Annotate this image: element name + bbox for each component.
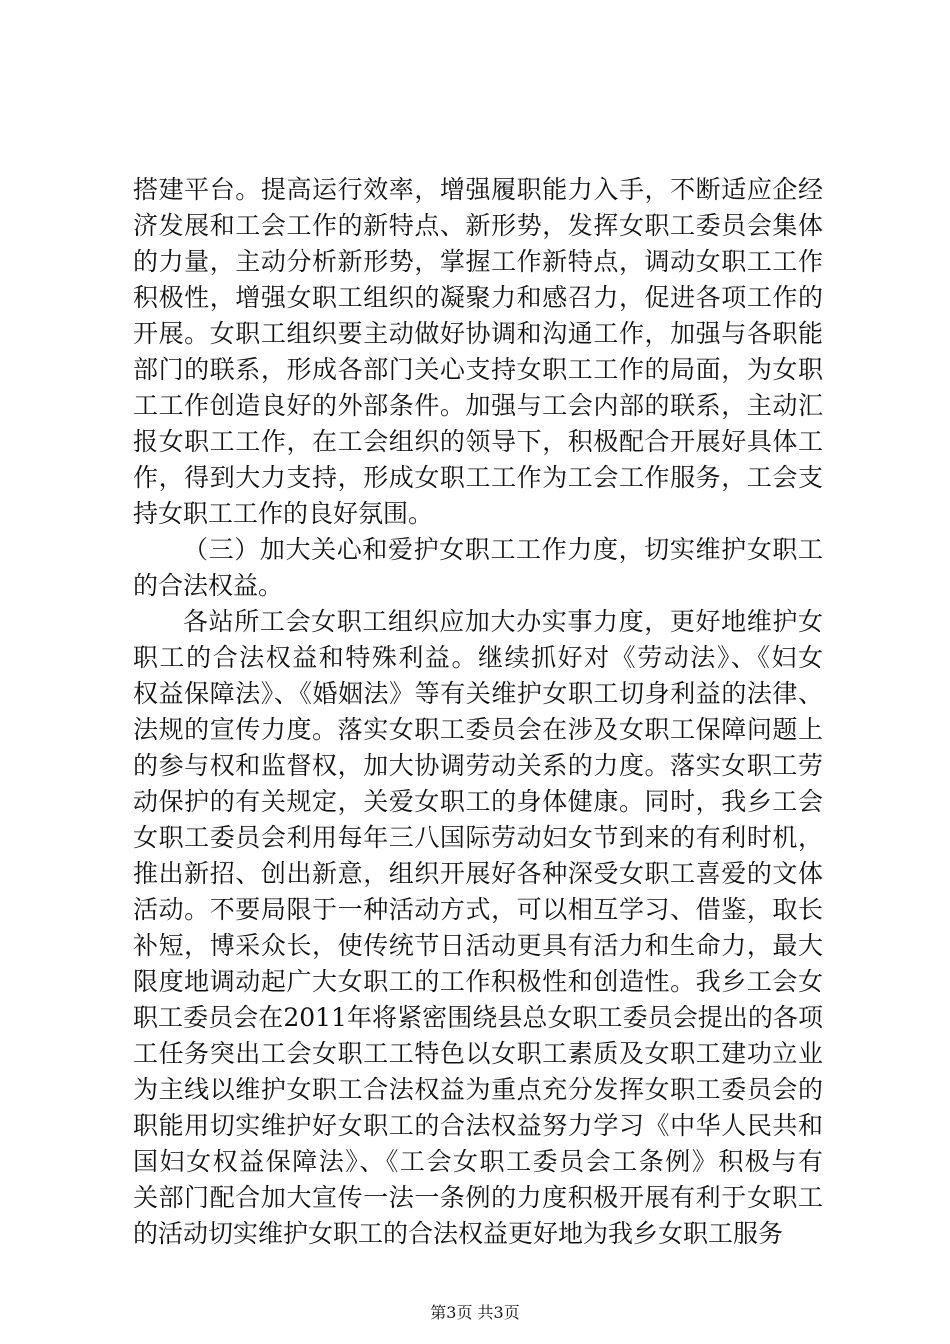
text-line: 报女职工工作，在工会组织的领导下，积极配合开展好具体工: [133, 427, 823, 456]
text-line: 持女职工工作的良好氛围。: [133, 499, 434, 528]
text-line: （三）加大关心和爱护女职工工作力度，切实维护女职工: [183, 535, 823, 564]
text-line: 的合法权益。: [133, 571, 284, 600]
text-line: 济发展和工会工作的新特点、新形势，发挥女职工委员会集体: [133, 211, 823, 240]
paragraph: [133, 604, 823, 1252]
paragraph: [133, 532, 823, 604]
text-line: 职能用切实维护好女职工的合法权益努力学习《中华人民共和: [133, 1111, 823, 1140]
text-line: 限度地调动起广大女职工的工作积极性和创造性。我乡工会女: [133, 967, 823, 996]
text-line: 女职工委员会利用每年三八国际劳动妇女节到来的有利时机，: [133, 823, 823, 852]
text-line: 开展。女职工组织要主动做好协调和沟通工作，加强与各职能: [133, 319, 823, 348]
text-line: 推出新招、创出新意，组织开展好各种深受女职工喜爱的文体: [133, 859, 823, 888]
text-line: 作，得到大力支持，形成女职工工作为工会工作服务，工会支: [133, 463, 823, 492]
text-line: 活动。不要局限于一种活动方式，可以相互学习、借鉴，取长: [133, 895, 823, 924]
text-line: 国妇女权益保障法》、《工会女职工委员会工条例》积极与有: [133, 1147, 823, 1176]
text-line: 关部门配合加大宣传一法一条例的力度积极开展有利于女职工: [133, 1183, 823, 1212]
text-line: 搭建平台。提高运行效率，增强履职能力入手，不断适应企经: [133, 175, 823, 204]
page-footer: 第3页 共3页: [430, 1303, 520, 1322]
text-line: 补短，博采众长，使传统节日活动更具有活力和生命力，最大: [133, 931, 823, 960]
text-line: 各站所工会女职工组织应加大办实事力度，更好地维护女: [183, 607, 823, 636]
text-line: 工任务突出工会女职工工特色以女职工素质及女职工建功立业: [133, 1039, 823, 1068]
text-line: 为主线以维护女职工合法权益为重点充分发挥女职工委员会的: [133, 1075, 823, 1104]
text-line: 权益保障法》、《婚姻法》等有关维护女职工切身利益的法律、: [133, 679, 823, 708]
text-line: 的参与权和监督权，加大协调劳动关系的力度。落实女职工劳: [133, 751, 823, 780]
text-line: 积极性，增强女职工组织的凝聚力和感召力，促进各项工作的: [133, 283, 823, 312]
paragraph: [133, 172, 823, 532]
text-line: 工工作创造良好的外部条件。加强与工会内部的联系，主动汇: [133, 391, 823, 420]
body-text: [133, 172, 823, 1252]
text-line: 的力量，主动分析新形势，掌握工作新特点，调动女职工工作: [133, 247, 823, 276]
text-line: 法规的宣传力度。落实女职工委员会在涉及女职工保障问题上: [133, 715, 823, 744]
text-line: 的活动切实维护女职工的合法权益更好地为我乡女职工服务: [133, 1219, 784, 1248]
text-line: 职工委员会在2011年将紧密围绕县总女职工委员会提出的各项: [133, 1003, 823, 1032]
text-line: 职工的合法权益和特殊利益。继续抓好对《劳动法》、《妇女: [133, 643, 823, 672]
text-line: 部门的联系，形成各部门关心支持女职工工作的局面，为女职: [133, 355, 823, 384]
text-line: 动保护的有关规定，关爱女职工的身体健康。同时，我乡工会: [133, 787, 823, 816]
